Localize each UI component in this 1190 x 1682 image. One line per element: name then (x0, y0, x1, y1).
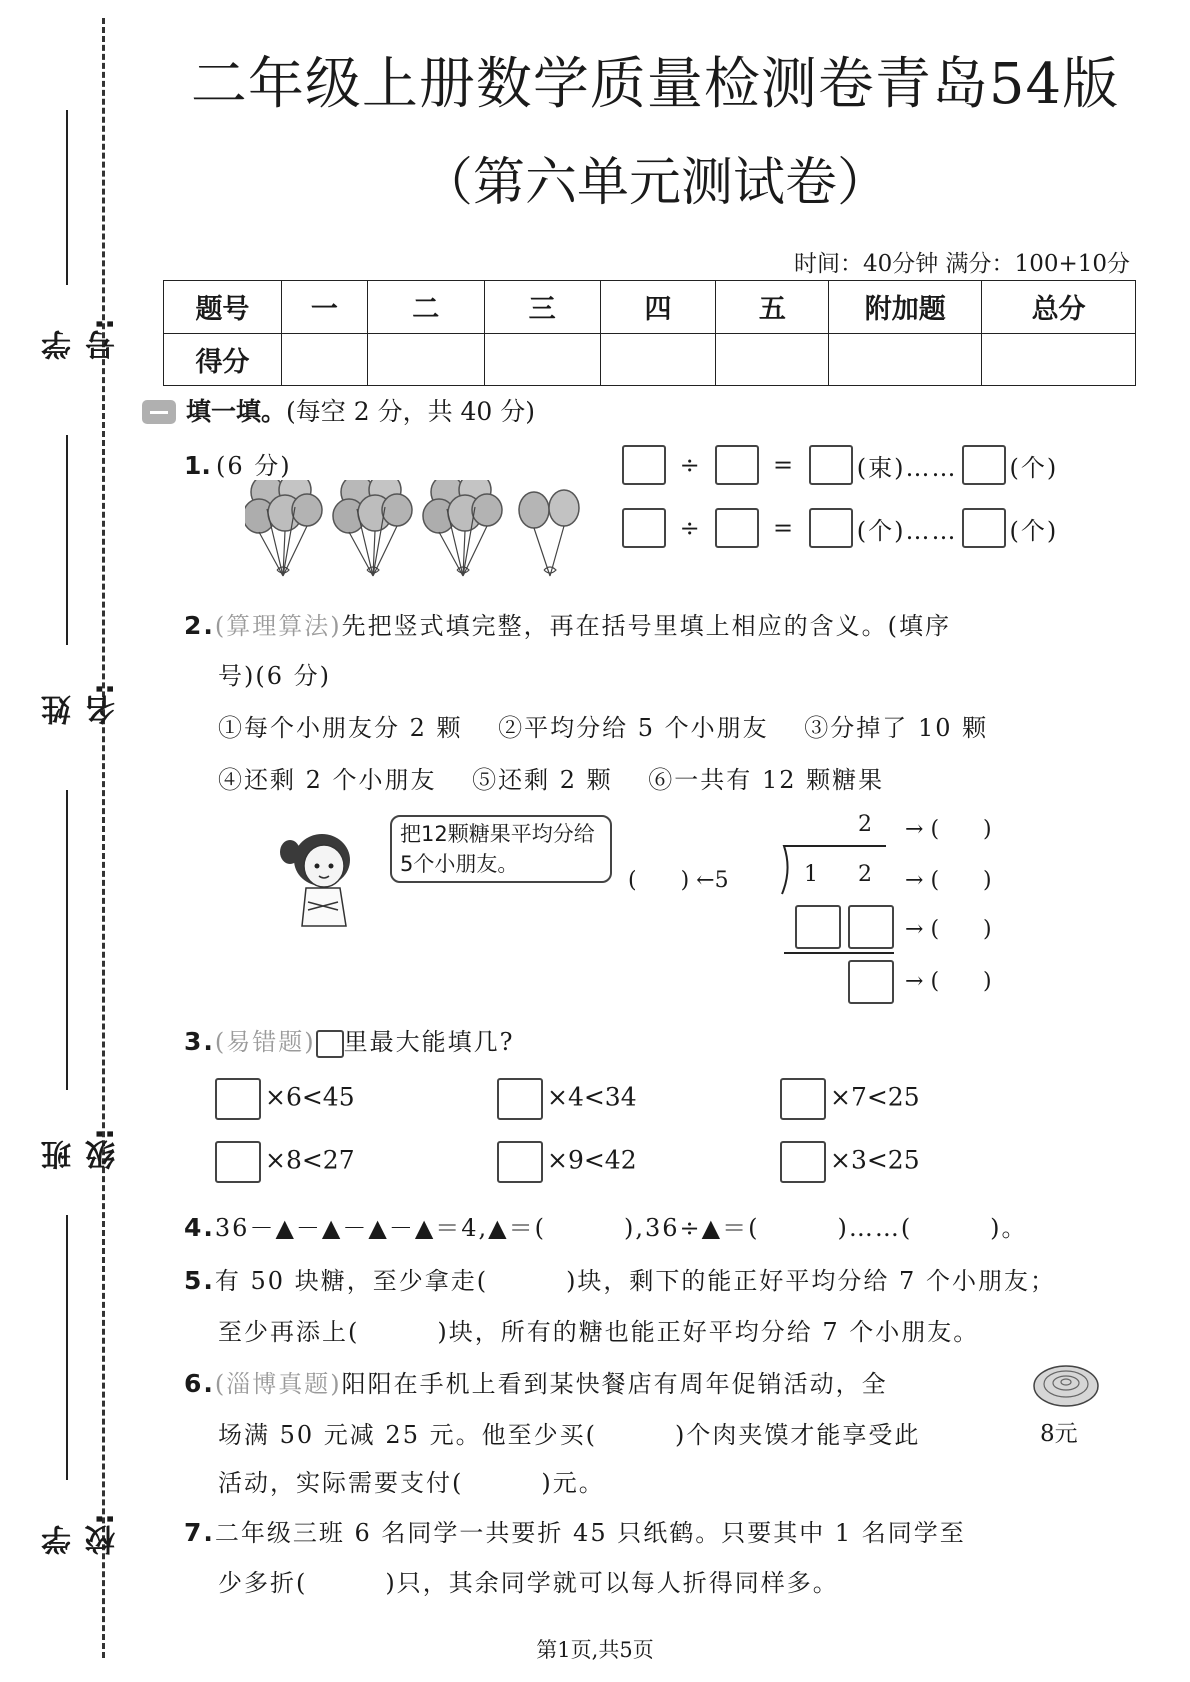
long-division-bracket (780, 842, 890, 902)
q2-text-2: 号)(6 分) (218, 662, 331, 690)
q7-text-2: 少多折( )只，其余同学就可以每人折得同样多。 (218, 1569, 839, 1597)
score-col-2: 二 (367, 281, 484, 334)
q5-text-2: 至少再添上( )块，所有的糖也能正好平均分给 7 个小朋友。 (218, 1318, 980, 1346)
arrow-left-icon: ← (696, 868, 715, 893)
score-table-header-row (164, 281, 1136, 334)
score-cell-total[interactable] (982, 333, 1136, 386)
divide-sign: ÷ (679, 451, 702, 479)
page-subtitle: （第六单元测试卷） (420, 153, 889, 213)
girl-illustration-icon (276, 830, 376, 930)
score-cell-2[interactable] (367, 333, 484, 386)
q3-item-5-text: ×9<42 (547, 1145, 637, 1175)
score-row-label: 得分 (164, 333, 282, 386)
ld-product-ones-box[interactable] (848, 905, 894, 949)
ld-dividend-digit-1: 1 (804, 862, 818, 887)
q1r1-divisor-box[interactable] (715, 445, 759, 485)
score-col-1: 一 (281, 281, 367, 334)
ld-answer-paren-2[interactable]: ( ) (930, 868, 992, 893)
q3-tag: (易错题) (214, 1028, 316, 1056)
equals-sign: = (773, 451, 796, 479)
ld-row-4-label (905, 964, 992, 995)
q1r1-remainder-box[interactable] (962, 445, 1006, 485)
q2-options-2: ④还剩 2 个小朋友 ⑤还剩 2 颗 ⑥一共有 12 颗糖果 (218, 766, 885, 794)
score-cell-5[interactable] (716, 333, 829, 386)
score-table-score-row (164, 333, 1136, 386)
balloon-bundle-2 (333, 480, 412, 576)
q3-item-5-box[interactable] (497, 1141, 543, 1183)
rou-jia-mo-icon (1030, 1360, 1102, 1410)
q2-text-1: 先把竖式填完整，再在括号里填上相应的含义。(填序 (341, 612, 952, 640)
arrow-right-icon: → (905, 917, 924, 942)
q1r1-unit-2: (个) (1009, 453, 1059, 482)
score-col-3: 三 (484, 281, 600, 334)
q1r2-divisor-box[interactable] (715, 508, 759, 548)
score-table (163, 280, 1136, 386)
page-footer: 第1页,共5页 (536, 1638, 654, 1662)
ld-quotient: 2 (858, 812, 872, 837)
q4-line (184, 1208, 1028, 1243)
section-one-points: (每空 2 分，共 40 分) (286, 397, 536, 426)
balloon-bundle-1 (245, 480, 322, 576)
school-label: 学校: (42, 1513, 121, 1555)
balloon-bundle-4 (519, 490, 579, 576)
q1r2-unit-2: (个) (1009, 516, 1059, 545)
q3-text: 里最大能填几? (343, 1028, 515, 1056)
binding-strip (0, 0, 121, 1682)
q2-options-1: ①每个小朋友分 2 颗 ②平均分给 5 个小朋友 ③分掉了 10 颗 (218, 714, 989, 742)
q6-text-1: 阳阳在手机上看到某快餐店有周年促销活动，全 (341, 1370, 888, 1398)
q6-tag: (淄博真题) (214, 1370, 342, 1398)
score-cell-1[interactable] (281, 333, 367, 386)
q3-item-2-text: ×4<34 (547, 1082, 637, 1112)
score-col-bonus: 附加题 (829, 281, 982, 334)
q3-item-3-text: ×7<25 (830, 1082, 920, 1112)
q3-item-1-box[interactable] (215, 1078, 261, 1120)
q5-line-1 (184, 1261, 1056, 1296)
divide-sign: ÷ (679, 514, 702, 542)
q1-equation-row-2 (622, 508, 1062, 548)
q7-number: 7. (184, 1518, 215, 1547)
q5-text-1: 有 50 块糖，至少拿走( )块，剩下的能正好平均分给 7 个小朋友； (214, 1267, 1056, 1295)
q3-prompt (184, 1022, 515, 1058)
q7-line-1 (184, 1513, 966, 1548)
q3-item-5 (497, 1141, 637, 1183)
score-col-4: 四 (600, 281, 716, 334)
q4-text: 36－▲－▲－▲－▲＝4,▲＝( ),36÷▲＝( )……( )。 (214, 1214, 1028, 1242)
ld-answer-paren-4[interactable]: ( ) (930, 969, 992, 994)
q1r2-quotient-box[interactable] (809, 508, 853, 548)
ld-divisor: 5 (714, 868, 729, 893)
q3-item-6-text: ×3<25 (830, 1145, 920, 1175)
equals-sign: = (773, 514, 796, 542)
q6-price-label: 8元 (1040, 1421, 1078, 1447)
q2-tag: (算理算法) (214, 612, 342, 640)
ld-remainder-box[interactable] (848, 960, 894, 1004)
q1r2-unit-1: (个)…… (856, 516, 958, 545)
q1r1-unit-1: (束)…… (856, 453, 958, 482)
section-one-badge-icon (142, 400, 176, 424)
q3-item-1 (215, 1078, 355, 1120)
q6-line-1 (184, 1364, 888, 1399)
balloon-bundle-3 (423, 480, 502, 576)
class-label: 班级: (42, 1128, 121, 1170)
name-label: 姓名: (42, 683, 121, 725)
q6-number: 6. (184, 1369, 215, 1398)
student-id-label: 学号: (42, 318, 121, 360)
ld-subtraction-line (784, 952, 894, 954)
school-field[interactable] (38, 1215, 121, 1555)
q3-item-1-text: ×6<45 (265, 1082, 355, 1112)
ld-row-2-label (905, 863, 992, 894)
ld-row-3-label (905, 912, 992, 943)
arrow-right-icon: → (905, 969, 924, 994)
time-score-info: 时间：40分钟 满分：100+10分 (793, 251, 1130, 277)
name-field[interactable] (38, 435, 121, 725)
q3-item-3-box[interactable] (780, 1078, 826, 1120)
page-title: 二年级上册数学质量检测卷青岛54版 (190, 52, 1120, 117)
class-field[interactable] (38, 790, 121, 1170)
cut-line (102, 18, 105, 1658)
ld-product-tens-box[interactable] (795, 905, 841, 949)
q4-number: 4. (184, 1213, 215, 1242)
q7-text-1: 二年级三班 6 名同学一共要折 45 只纸鹤。只要其中 1 名同学至 (214, 1519, 966, 1547)
class-line[interactable] (66, 790, 68, 1090)
q3-item-3 (780, 1078, 920, 1120)
ld-left-answer-paren[interactable]: ( ) (628, 868, 690, 893)
q1r1-quotient-box[interactable] (809, 445, 853, 485)
arrow-right-icon: → (905, 817, 924, 842)
q3-item-4-box[interactable] (215, 1141, 261, 1183)
q1r1-dividend-box[interactable] (622, 445, 666, 485)
school-line[interactable] (66, 1215, 68, 1480)
q3-number: 3. (184, 1027, 215, 1056)
ld-answer-paren-1[interactable]: ( ) (930, 817, 992, 842)
q1-points: (6 分) (216, 452, 292, 480)
q3-box-icon (316, 1030, 344, 1058)
score-cell-3[interactable] (484, 333, 600, 386)
q5-number: 5. (184, 1266, 215, 1295)
q3-item-4-text: ×8<27 (265, 1145, 355, 1175)
ld-row-1-label (905, 812, 992, 843)
score-cell-bonus[interactable] (829, 333, 982, 386)
name-line[interactable] (66, 435, 68, 645)
q1-equation-row-1 (622, 445, 1062, 485)
q3-item-2-box[interactable] (497, 1078, 543, 1120)
student-id-line[interactable] (66, 110, 68, 285)
ld-answer-paren-3[interactable]: ( ) (930, 917, 992, 942)
q3-item-4 (215, 1141, 355, 1183)
score-col-5: 五 (716, 281, 829, 334)
q3-item-6-box[interactable] (780, 1141, 826, 1183)
q1r2-dividend-box[interactable] (622, 508, 666, 548)
q6-text-3: 活动，实际需要支付( )元。 (218, 1469, 605, 1497)
balloon-bundles-image (245, 480, 600, 590)
student-id-field[interactable] (38, 110, 121, 360)
q6-text-2: 场满 50 元减 25 元。他至少买( )个肉夹馍才能享受此 (218, 1421, 921, 1449)
section-one-heading (186, 392, 535, 428)
q3-item-6 (780, 1141, 920, 1183)
arrow-right-icon: → (905, 868, 924, 893)
q3-item-2 (497, 1078, 637, 1120)
score-col-label: 题号 (164, 281, 282, 334)
q2-line-1 (184, 606, 951, 641)
girl-speech-bubble: 把12颗糖果平均分给5个小朋友。 (390, 815, 612, 883)
q1-header (184, 446, 292, 481)
ld-dividend-digit-2: 2 (858, 862, 872, 887)
q2-number: 2. (184, 611, 215, 640)
q1-number: 1. (184, 451, 211, 480)
q1r2-remainder-box[interactable] (962, 508, 1006, 548)
score-cell-4[interactable] (600, 333, 716, 386)
score-col-total: 总分 (982, 281, 1136, 334)
section-one-title: 填一填。 (186, 397, 287, 426)
ld-divisor-meaning (628, 863, 729, 894)
